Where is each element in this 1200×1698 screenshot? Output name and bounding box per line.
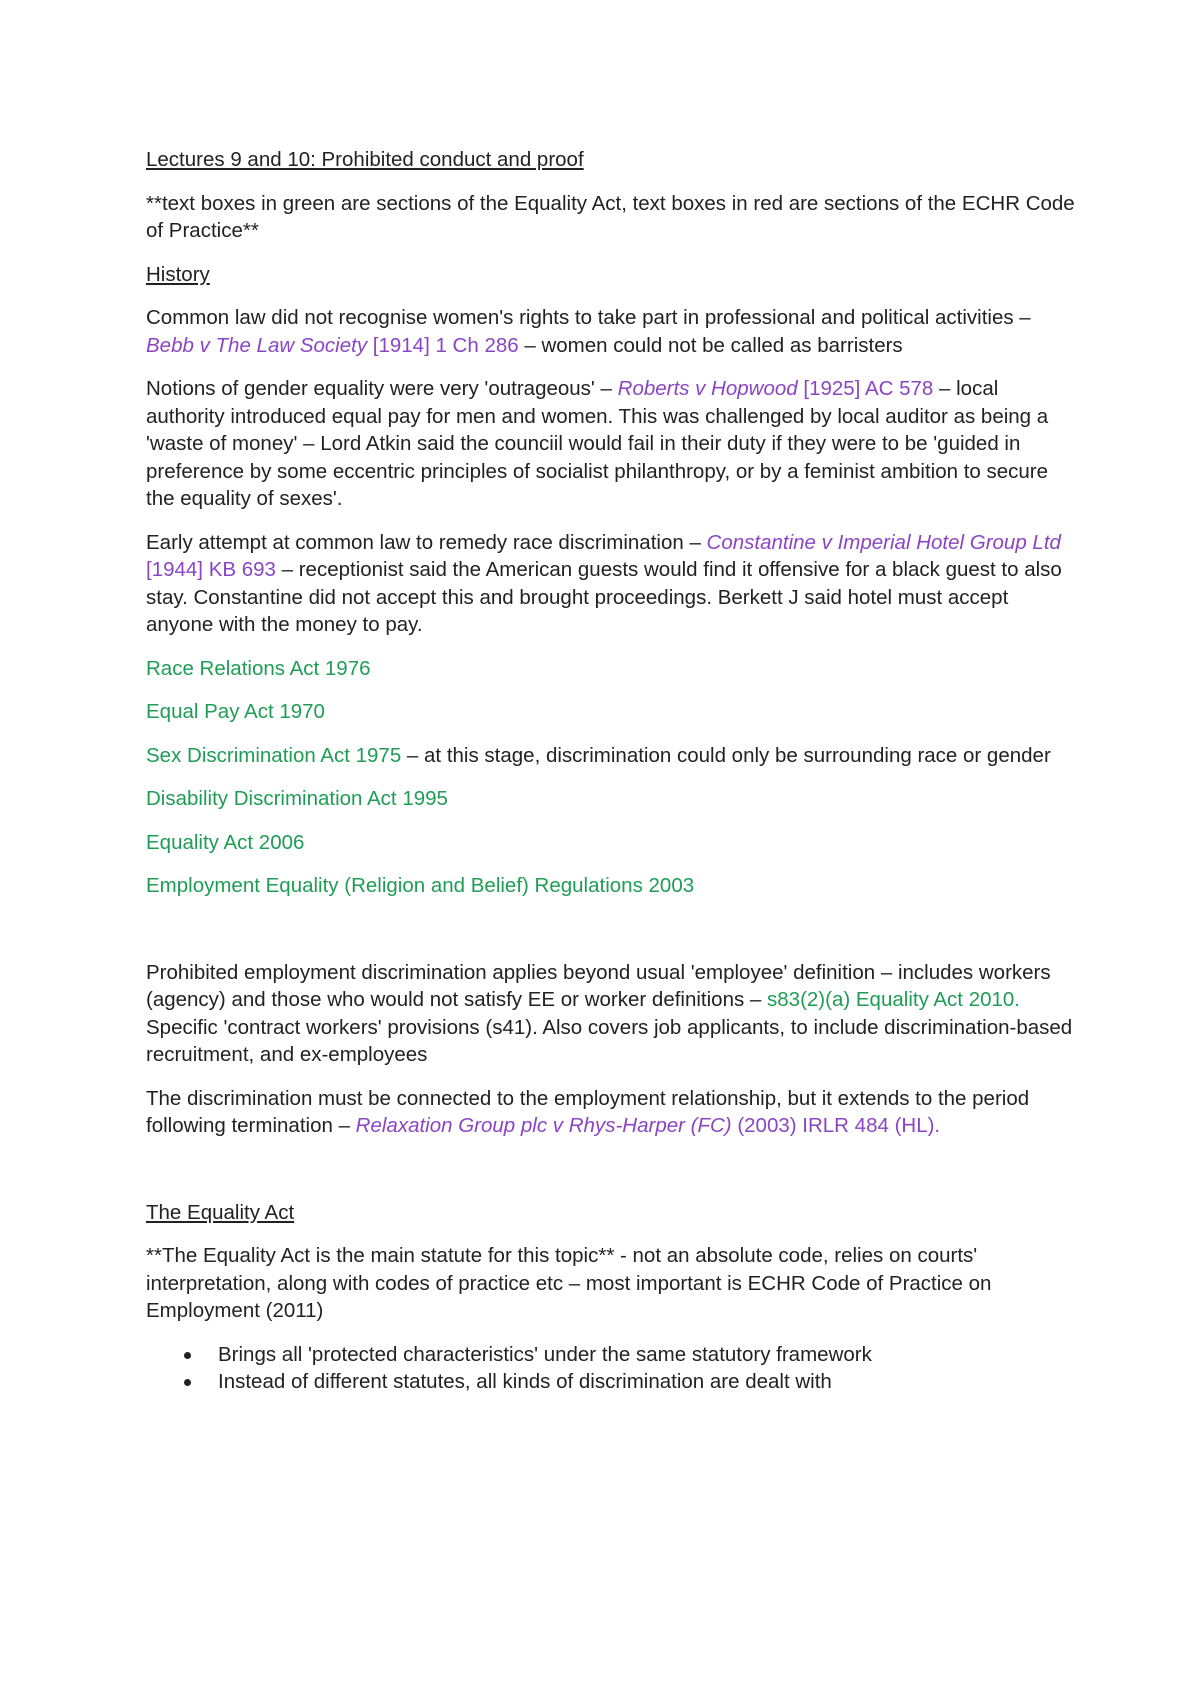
act-sex-discrimination: Sex Discrimination Act 1975	[146, 743, 402, 767]
text: – receptionist said the American guests would find it offensive for a black guest to also stay. Constantine did not accept this and brought proceedings. Berkett J said hotel must accept anyone with the money to pay.	[146, 558, 1062, 636]
case-name: Bebb v The Law Society	[146, 333, 368, 357]
case-citation: [1914] 1 Ch 286	[367, 333, 519, 357]
paragraph-constantine	[146, 529, 1076, 639]
color-key-note: **text boxes in green are sections of the Equality Act, text boxes in red are sections of the ECHR Code of Practice**	[146, 191, 1075, 242]
act-employment-equality-regulations: Employment Equality (Religion and Belief) Regulations 2003	[146, 874, 695, 897]
act-race-relations: Race Relations Act 1976	[146, 656, 371, 680]
text: The discrimination must be connected to the employment relationship, but it extends to the period following termination –	[146, 1086, 1030, 1137]
text: Specific 'contract workers' provisions (s41). Also covers job applicants, to include discrimination-based recruitment, and ex-employees	[146, 1015, 1073, 1066]
paragraph-prohibited-discrimination	[146, 959, 1076, 1069]
case-name: Constantine v Imperial Hotel Group Ltd	[706, 530, 1061, 554]
list-item-text: Instead of different statutes, all kinds of discrimination are dealt with	[218, 1370, 832, 1393]
bullet-icon	[184, 1352, 191, 1359]
list-item	[146, 1368, 1076, 1396]
text: Prohibited employment discrimination applies beyond usual 'employee' definition – includes workers (agency) and those who would not satisfy EE or worker definitions –	[146, 960, 1051, 1011]
text: Notions of gender equality were very 'outrageous' –	[146, 377, 618, 400]
equality-act-heading: The Equality Act	[146, 1200, 295, 1224]
paragraph-roberts	[146, 375, 1076, 513]
act-reference: s83(2)(a) Equality Act 2010.	[767, 988, 1020, 1011]
paragraph-sex-discrimination	[146, 742, 1076, 770]
text: – women could not be called as barristers	[518, 333, 903, 357]
text: – at this stage, discrimination could only be surrounding race or gender	[401, 743, 1051, 767]
case-name: Relaxation Group plc v Rhys-Harper (FC)	[355, 1114, 732, 1137]
paragraph-relaxation-group	[146, 1085, 1076, 1140]
list-item-text: Brings all 'protected characteristics' under the same statutory framework	[218, 1342, 872, 1366]
act-equality-2006: Equality Act 2006	[146, 830, 305, 854]
act-disability-discrimination: Disability Discrimination Act 1995	[146, 787, 448, 810]
paragraph-bebb	[146, 304, 1076, 359]
page-title: Lectures 9 and 10: Prohibited conduct and proof	[146, 148, 584, 171]
text: – local authority introduced equal pay for men and women. This was challenged by local auditor as being a 'waste of money' – Lord Atkin said the counciil would fail in their duty if they were to be 'guided in preference by some eccentric principles of socialist philanthropy, or by a feminist ambition to secure the equality of sexes'.	[146, 377, 1049, 510]
document-page	[146, 146, 1076, 1396]
text: Common law did not recognise women's rights to take part in professional and political activities –	[146, 306, 1031, 329]
history-heading: History	[146, 262, 210, 286]
paragraph-equality-act: **The Equality Act is the main statute for this topic** - not an absolute code, relies on courts' interpretation, along with codes of practice etc – most important is ECHR Code of Practice on Employment (2011)	[146, 1244, 992, 1322]
act-equal-pay: Equal Pay Act 1970	[146, 700, 325, 723]
bullet-list	[146, 1341, 1076, 1396]
spacer	[146, 916, 1076, 959]
list-item	[146, 1341, 1076, 1369]
case-citation: (2003) IRLR 484 (HL).	[731, 1114, 941, 1137]
bullet-icon	[184, 1379, 191, 1386]
case-citation: [1925] AC 578	[797, 377, 934, 400]
spacer	[146, 1156, 1076, 1199]
case-name: Roberts v Hopwood	[617, 377, 798, 400]
text: Early attempt at common law to remedy race discrimination –	[146, 530, 707, 554]
case-citation: [1944] KB 693	[146, 558, 276, 581]
